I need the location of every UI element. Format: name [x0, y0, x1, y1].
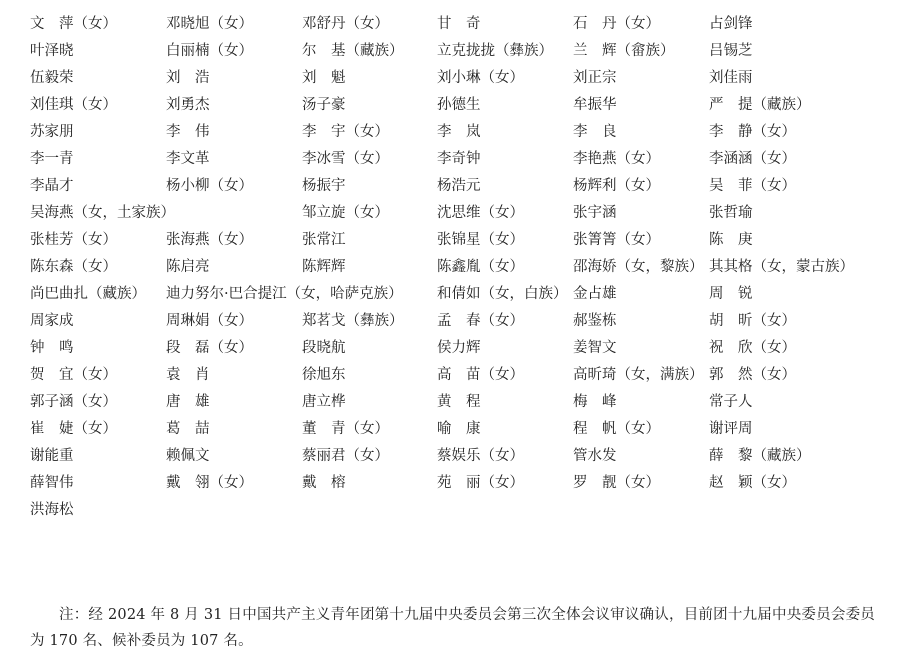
name-row	[30, 362, 890, 389]
member-name: 李艳燕（女）	[573, 151, 660, 167]
member-name: 杨振宇	[302, 178, 346, 194]
member-name: 戴 翎（女）	[166, 475, 253, 491]
name-row	[30, 173, 890, 200]
member-name: 袁 肖	[166, 367, 210, 383]
member-name: 其其格（女，蒙古族）	[709, 259, 854, 275]
name-row	[30, 308, 890, 335]
member-name: 谢能重	[30, 448, 74, 464]
member-name: 叶泽晓	[30, 43, 74, 59]
member-name: 梅 峰	[573, 394, 617, 410]
name-row	[30, 38, 890, 65]
member-name: 杨辉利（女）	[573, 178, 660, 194]
member-name: 徐旭东	[302, 367, 346, 383]
name-row	[30, 227, 890, 254]
member-name: 邓晓旭（女）	[166, 16, 253, 32]
member-name: 占剑锋	[709, 16, 753, 32]
member-name: 蔡丽君（女）	[302, 448, 389, 464]
name-row	[30, 443, 890, 470]
member-name: 常子人	[709, 394, 753, 410]
member-name: 刘正宗	[573, 70, 617, 86]
member-name: 李晶才	[30, 178, 74, 194]
member-name: 李一青	[30, 151, 74, 167]
member-name: 薛智伟	[30, 475, 74, 491]
member-name: 苏家朋	[30, 124, 74, 140]
member-name: 高昕琦（女，满族）	[573, 367, 704, 383]
member-name: 吕锡芝	[709, 43, 753, 59]
member-name: 尚巴曲扎（藏族）	[30, 286, 146, 302]
member-name: 陈启亮	[166, 259, 210, 275]
member-name: 崔 婕（女）	[30, 421, 117, 437]
member-name: 周 锐	[709, 286, 753, 302]
name-row	[30, 119, 890, 146]
name-row	[30, 335, 890, 362]
member-name: 邵海娇（女，黎族）	[573, 259, 704, 275]
member-name: 侯力辉	[437, 340, 481, 356]
member-name: 陈 庚	[709, 232, 753, 248]
name-row	[30, 470, 890, 497]
member-name: 张哲瑜	[709, 205, 753, 221]
name-row	[30, 92, 890, 119]
member-name: 胡 昕（女）	[709, 313, 796, 329]
member-name: 立克拢拢（彝族）	[437, 43, 553, 59]
member-name: 李 静（女）	[709, 124, 796, 140]
member-name: 石 丹（女）	[573, 16, 660, 32]
member-name: 郭子涵（女）	[30, 394, 117, 410]
footnote: 注：经 2024 年 8 月 31 日中国共产主义青年团第十九届中央委员会第三次全体会议审议确认，目前团十九届中央委员会委员为 170 名、候补委员为 107 名。	[30, 606, 875, 649]
member-name: 郑茗戈（彝族）	[302, 313, 404, 329]
member-name: 李奇钟	[437, 151, 481, 167]
member-name: 杨小柳（女）	[166, 178, 253, 194]
member-name: 张锦星（女）	[437, 232, 524, 248]
member-name: 杨浩元	[437, 178, 481, 194]
name-row	[30, 281, 890, 308]
member-name: 白丽楠（女）	[166, 43, 253, 59]
member-name: 高 苗（女）	[437, 367, 524, 383]
member-name: 吴海燕（女，土家族）	[30, 205, 175, 221]
member-name: 李冰雪（女）	[302, 151, 389, 167]
member-name-list	[30, 11, 890, 524]
member-name: 张宇涵	[573, 205, 617, 221]
member-name: 刘勇杰	[166, 97, 210, 113]
member-name: 唐立桦	[302, 394, 346, 410]
member-name: 吴 菲（女）	[709, 178, 796, 194]
member-name: 李涵涵（女）	[709, 151, 796, 167]
member-name: 葛 喆	[166, 421, 210, 437]
member-name: 谢评周	[709, 421, 753, 437]
member-name: 张箐箐（女）	[573, 232, 660, 248]
member-name: 邓舒丹（女）	[302, 16, 389, 32]
member-name: 黄 程	[437, 394, 481, 410]
member-name: 李 岚	[437, 124, 481, 140]
member-name: 李 宇（女）	[302, 124, 389, 140]
name-row	[30, 65, 890, 92]
member-name: 汤子豪	[302, 97, 346, 113]
member-name: 苑 丽（女）	[437, 475, 524, 491]
member-name: 张常江	[302, 232, 346, 248]
member-name: 李文革	[166, 151, 210, 167]
member-name: 赖佩文	[166, 448, 210, 464]
member-name: 贺 宜（女）	[30, 367, 117, 383]
member-name: 刘佳琪（女）	[30, 97, 117, 113]
member-name: 孟 春（女）	[437, 313, 524, 329]
member-name: 刘 浩	[166, 70, 210, 86]
member-name: 郭 然（女）	[709, 367, 796, 383]
member-name: 陈辉辉	[302, 259, 346, 275]
member-name: 孙德生	[437, 97, 481, 113]
member-name: 刘小琳（女）	[437, 70, 524, 86]
member-name: 罗 靓（女）	[573, 475, 660, 491]
name-row	[30, 416, 890, 443]
name-row	[30, 389, 890, 416]
member-name: 刘佳雨	[709, 70, 753, 86]
member-name: 董 青（女）	[302, 421, 389, 437]
member-name: 薛 黎（藏族）	[709, 448, 811, 464]
member-name: 金占雄	[573, 286, 617, 302]
name-row	[30, 146, 890, 173]
member-name: 姜智文	[573, 340, 617, 356]
member-name: 钟 鸣	[30, 340, 74, 356]
member-name: 沈思维（女）	[437, 205, 524, 221]
member-name: 段晓航	[302, 340, 346, 356]
name-row	[30, 11, 890, 38]
member-name: 迪力努尔·巴合提江（女，哈萨克族）	[166, 286, 403, 302]
member-name: 张桂芳（女）	[30, 232, 117, 248]
member-name: 牟振华	[573, 97, 617, 113]
member-name: 周家成	[30, 313, 74, 329]
member-name: 刘 魁	[302, 70, 346, 86]
member-name: 张海燕（女）	[166, 232, 253, 248]
member-name: 喻 康	[437, 421, 481, 437]
name-row	[30, 200, 890, 227]
member-name: 兰 辉（畲族）	[573, 43, 675, 59]
member-name: 文 萍（女）	[30, 16, 117, 32]
member-name: 管水发	[573, 448, 617, 464]
member-name: 蔡娱乐（女）	[437, 448, 524, 464]
member-name: 李 良	[573, 124, 617, 140]
member-name: 尔 基（藏族）	[302, 43, 404, 59]
name-row	[30, 497, 890, 524]
member-name: 洪海松	[30, 502, 74, 518]
member-name: 邹立旋（女）	[302, 205, 389, 221]
member-name: 唐 雄	[166, 394, 210, 410]
member-name: 周琳娟（女）	[166, 313, 253, 329]
member-name: 李 伟	[166, 124, 210, 140]
member-name: 赵 颖（女）	[709, 475, 796, 491]
member-name: 甘 奇	[437, 16, 481, 32]
member-name: 严 提（藏族）	[709, 97, 811, 113]
name-row	[30, 254, 890, 281]
member-name: 和倩如（女，白族）	[437, 286, 568, 302]
member-name: 陈东森（女）	[30, 259, 117, 275]
member-name: 郝鉴栋	[573, 313, 617, 329]
member-name: 段 磊（女）	[166, 340, 253, 356]
member-name: 程 帆（女）	[573, 421, 660, 437]
member-name: 伍毅荣	[30, 70, 74, 86]
member-name: 陈鑫胤（女）	[437, 259, 524, 275]
member-name: 戴 榕	[302, 475, 346, 491]
member-name: 祝 欣（女）	[709, 340, 796, 356]
